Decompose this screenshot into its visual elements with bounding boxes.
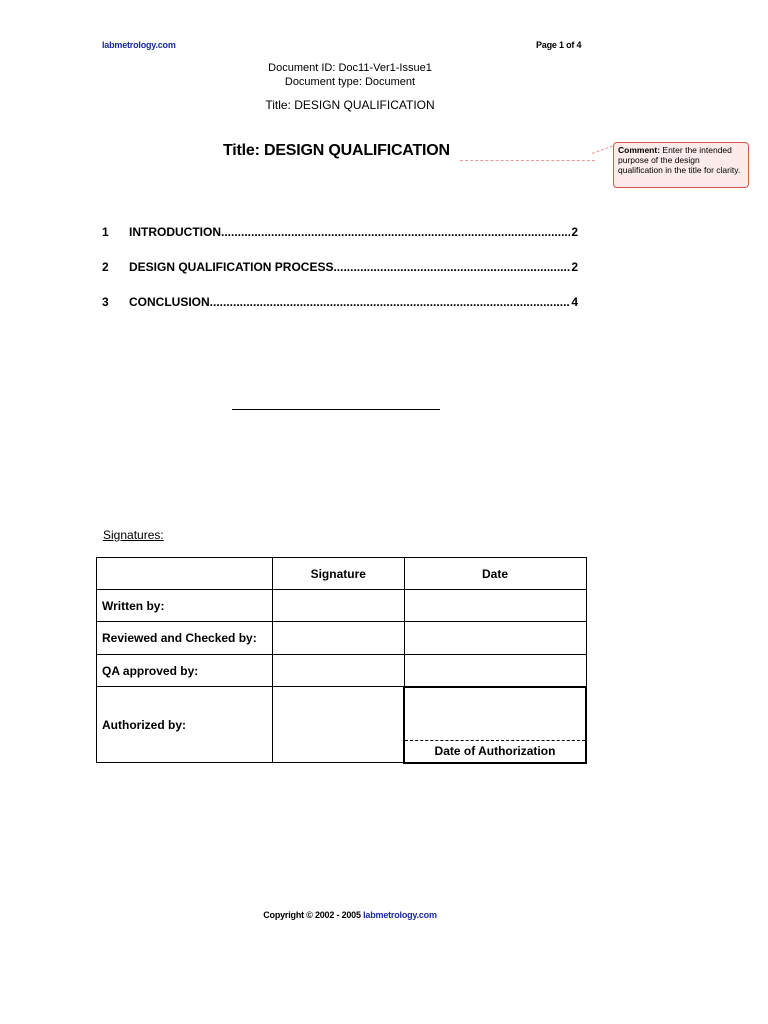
signatures-label: Signatures:	[103, 528, 164, 542]
toc-leader	[333, 260, 570, 274]
header-cell-signature: Signature	[273, 558, 405, 590]
toc-title: INTRODUCTION	[129, 225, 221, 239]
document-id: Document ID: Doc11-Ver1-Issue1	[268, 62, 432, 74]
signature-cell-qa-approved-by[interactable]	[273, 655, 405, 687]
divider-line	[232, 409, 440, 410]
header-cell-date: Date	[404, 558, 586, 590]
row-label-qa-approved-by: QA approved by:	[97, 655, 273, 687]
date-of-authorization-label: Date of Authorization	[434, 743, 556, 758]
row-label-authorized-by: Authorized by:	[97, 687, 273, 763]
comment-balloon[interactable]	[613, 142, 749, 188]
toc-entry-introduction[interactable]	[102, 225, 578, 239]
toc-number: 2	[102, 260, 109, 274]
toc-page: 2	[571, 260, 578, 274]
toc-title: CONCLUSION	[129, 295, 210, 309]
header-cell-empty	[97, 558, 273, 590]
signature-cell-written-by[interactable]	[273, 590, 405, 622]
page-indicator: Page 1 of 4	[536, 40, 582, 50]
footer	[0, 910, 700, 920]
table-header-row	[97, 558, 587, 590]
page-title: Title: DESIGN QUALIFICATION	[223, 142, 450, 159]
row-label-written-by: Written by:	[97, 590, 273, 622]
table-row	[97, 687, 587, 763]
authorization-date-area[interactable]	[405, 688, 585, 741]
table-row	[97, 590, 587, 622]
footer-copyright: Copyright © 2002 - 2005	[263, 910, 361, 920]
header-site-link[interactable]: labmetrology.com	[102, 40, 176, 50]
signature-cell-authorized-by[interactable]	[273, 687, 405, 763]
table-row	[97, 655, 587, 687]
comment-connector-diagonal	[592, 146, 613, 154]
date-cell-reviewed-by[interactable]	[404, 622, 586, 655]
comment-label: Comment:	[618, 145, 661, 155]
toc-entry-design-qualification-process[interactable]	[102, 260, 578, 274]
toc-number: 3	[102, 295, 109, 309]
toc-page: 4	[571, 295, 578, 309]
row-label-reviewed-by: Reviewed and Checked by:	[97, 622, 273, 655]
toc-leader	[221, 225, 570, 239]
date-cell-qa-approved-by[interactable]	[404, 655, 586, 687]
date-cell-written-by[interactable]	[404, 590, 586, 622]
toc-leader	[210, 295, 571, 309]
toc-entry-conclusion[interactable]	[102, 295, 578, 309]
toc-page: 2	[571, 225, 578, 239]
toc-number: 1	[102, 225, 109, 239]
comment-connector	[460, 160, 595, 161]
date-cell-authorized-by[interactable]	[404, 687, 586, 763]
signature-cell-reviewed-by[interactable]	[273, 622, 405, 655]
signatures-table	[96, 557, 587, 764]
toc-title: DESIGN QUALIFICATION PROCESS	[129, 260, 334, 274]
footer-site-link[interactable]: labmetrology.com	[363, 910, 437, 920]
document-type: Document type: Document	[284, 76, 416, 88]
table-row	[97, 622, 587, 655]
comment-text: Enter the intended purpose of the design qualification in the title for clarity.	[618, 145, 741, 175]
title-line: Title: DESIGN QUALIFICATION	[265, 98, 435, 112]
